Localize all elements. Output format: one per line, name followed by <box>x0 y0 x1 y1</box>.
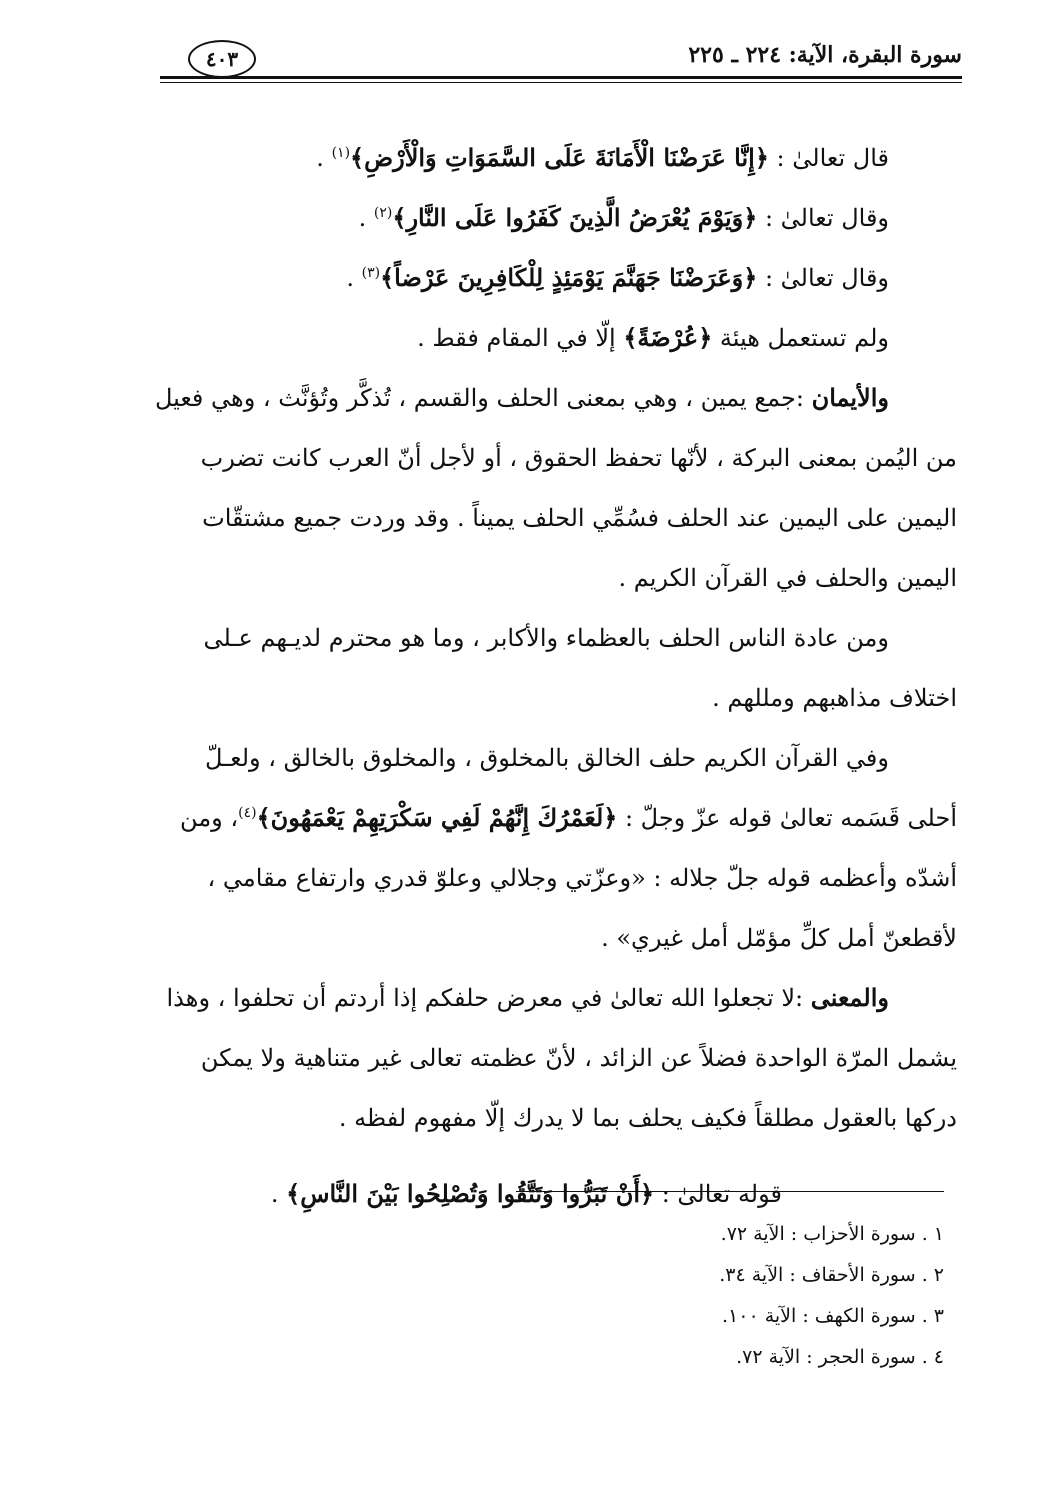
text-line: ومن عادة الناس الحلف بالعظماء والأكابر ، وما هو محترم لديـهم عـلى <box>203 624 889 652</box>
text-run: وقال تعالىٰ : <box>757 204 889 232</box>
text-line <box>105 788 957 848</box>
quran-verse: ﴿لَعَمْرُكَ إِنَّهُمْ لَفِي سَكْرَتِهِمْ يَعْمَهُونَ﴾ <box>256 803 618 832</box>
text-line: يشمل المرّة الواحدة فضلاً عن الزائد ، لأنّ عظمته تعالى غير متناهية ولا يمكن <box>200 1044 957 1072</box>
term-heading: والأيمان <box>811 383 889 412</box>
text-run: وقال تعالىٰ : <box>757 264 889 292</box>
text-line <box>105 308 957 368</box>
text-run: إلّا في المقام فقط . <box>417 324 624 352</box>
quran-verse: ﴿وَعَرَضْنَا جَهَنَّمَ يَوْمَئِذٍ لِلْكَافِرِينَ عَرْضاً﴾ <box>380 263 758 292</box>
text-line: أشدّه وأعظمه قوله جلّ جلاله : «وعزّتي وجلالي وعلوّ قدري وارتفاع مقامي ، <box>207 864 957 892</box>
term-heading: والمعنى <box>810 983 889 1012</box>
footnote: ٢ . سورة الأحقاف : الآية ٣٤. <box>719 1264 944 1286</box>
footnote-ref: (٤) <box>238 805 257 821</box>
text-line: دركها بالعقول مطلقاً فكيف يحلف بما لا يدرك إلّا مفهوم لفظه . <box>338 1104 957 1132</box>
text-line: اليمين والحلف في القرآن الكريم . <box>618 564 957 592</box>
page-header <box>160 40 962 84</box>
text-run: ، ومن <box>180 804 239 832</box>
header-rule-thin <box>160 82 962 83</box>
text-line <box>105 248 957 308</box>
running-head: سورة البقرة، الآية: ٢٢٤ ـ ٢٢٥ <box>688 42 962 68</box>
footnote-separator <box>516 1191 944 1192</box>
text-run: . <box>270 1180 287 1208</box>
footnote-ref: (١) <box>331 145 351 161</box>
header-rule <box>160 76 962 79</box>
quran-verse: ﴿وَيَوْمَ يُعْرَضُ الَّذِينَ كَفَرُوا عَلَى النَّارِ﴾ <box>392 203 758 232</box>
text-line: لأقطعنّ أمل كلِّ مؤمّل أمل غيري» . <box>601 924 957 952</box>
text-run: قال تعالىٰ : <box>768 144 889 172</box>
text-run: :لا تجعلوا الله تعالىٰ في معرض حلفكم إذا أردتم أن تحلفوا ، وهذا <box>166 984 811 1012</box>
spacer <box>105 1148 957 1164</box>
text-run: ولم تستعمل هيئة <box>712 324 889 352</box>
text-run: . <box>316 144 332 172</box>
text-line: اليمين على اليمين عند الحلف فسُمِّي الحلف يميناً . وقد وردت جميع مشتقّات <box>202 504 957 532</box>
quran-verse: ﴿إِنَّا عَرَضْنَا الْأَمَانَةَ عَلَى السَّمَوَاتِ وَالْأَرْضِ﴾ <box>350 143 769 172</box>
footnote-ref: (٣) <box>361 265 381 281</box>
page-number: ٤٠٣ <box>205 47 239 71</box>
footnote: ١ . سورة الأحزاب : الآية ٧٢. <box>720 1223 944 1245</box>
footnote-ref: (٢) <box>373 205 393 221</box>
footnote: ٣ . سورة الكهف : الآية ١٠٠. <box>721 1305 944 1327</box>
quran-word: ﴿عُرْضَةً﴾ <box>623 323 713 352</box>
text-line: اختلاف مذاهبهم ومللهم . <box>712 684 957 712</box>
footnotes <box>344 1214 944 1378</box>
text-run: قوله تعالىٰ : <box>654 1180 782 1208</box>
text-line <box>105 368 957 428</box>
text-line <box>105 188 957 248</box>
text-run: أحلى قَسَمه تعالىٰ قوله عزّ وجلّ : <box>617 804 957 832</box>
text-run: . <box>358 204 374 232</box>
text-run: . <box>346 264 362 292</box>
page-number-badge <box>188 40 256 78</box>
text-line: وفي القرآن الكريم حلف الخالق بالمخلوق ، والمخلوق بالخالق ، ولعـلّ <box>204 744 889 772</box>
text-line: من اليُمن بمعنى البركة ، لأنّها تحفظ الحقوق ، أو لأجل أنّ العرب كانت تضرب <box>200 444 957 472</box>
main-text <box>105 128 957 1224</box>
text-line <box>105 968 957 1028</box>
text-run: :جمع يمين ، وهي بمعنى الحلف والقسم ، تُذكَّر وتُؤنَّث ، وهي فعيل <box>154 384 812 412</box>
text-line <box>105 128 957 188</box>
footnote: ٤ . سورة الحجر : الآية ٧٢. <box>736 1346 944 1368</box>
quran-verse: ﴿أَنْ تَبَرُّوا وَتَتَّقُوا وَتُصْلِحُوا بَيْنَ النَّاسِ﴾ <box>286 1179 655 1208</box>
